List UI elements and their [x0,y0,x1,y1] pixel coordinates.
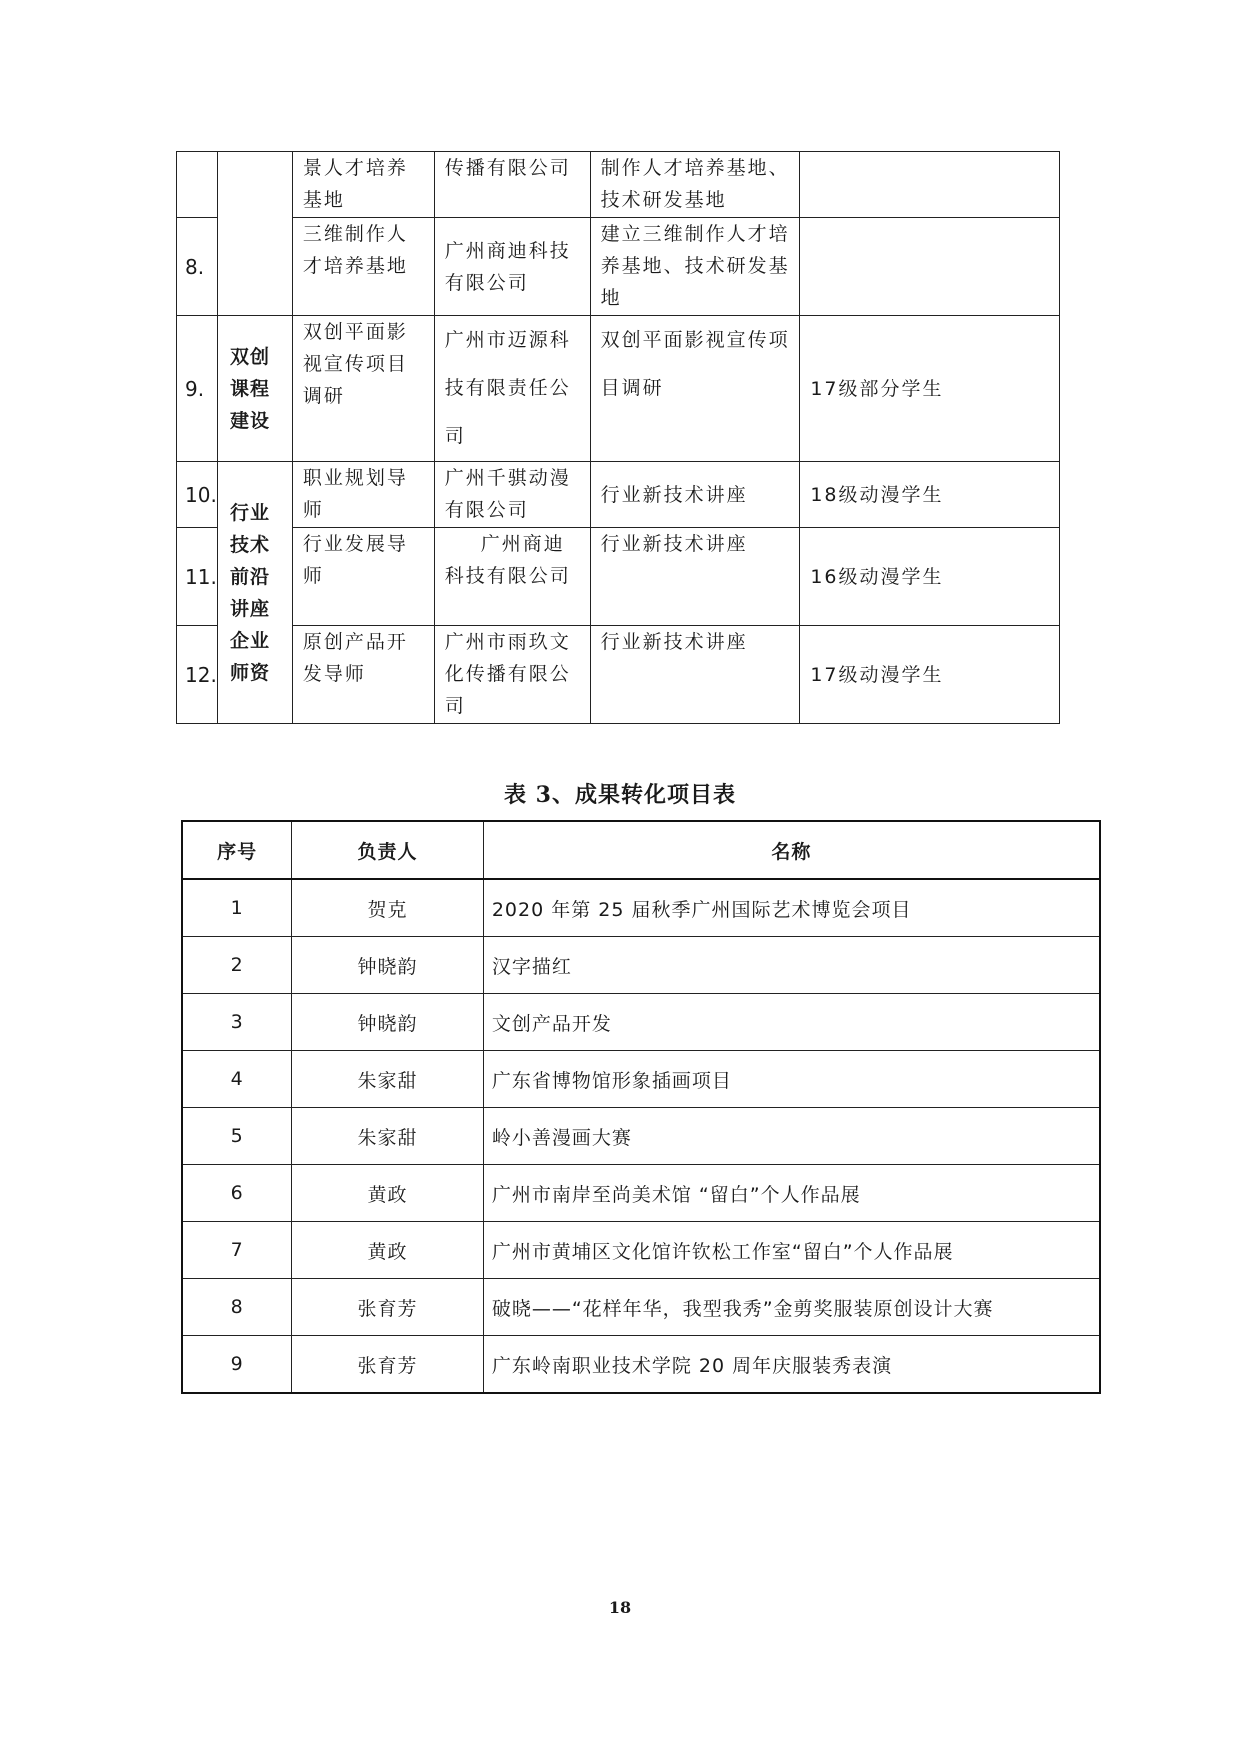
table-row [177,462,1060,528]
table-row [177,626,1060,724]
row-person: 钟晓韵 [292,994,484,1051]
row-no: 5 [182,1108,292,1165]
row-number: 11. [177,528,218,626]
table-row [182,1051,1100,1108]
row-person: 张育芳 [292,1336,484,1394]
base-cell: 双创平面影视宣传项目调研 [292,316,434,462]
students-cell [800,152,1060,218]
table-row [182,1222,1100,1279]
students-cell: 16级动漫学生 [800,528,1060,626]
row-number: 12. [177,626,218,724]
row-person: 黄政 [292,1222,484,1279]
row-name: 破晓——“花样年华，我型我秀”金剪奖服装原创设计大赛 [483,1279,1100,1336]
row-no: 9 [182,1336,292,1394]
content-cell: 行业新技术讲座 [590,626,800,724]
table-row [182,879,1100,937]
row-number: 9. [177,316,218,462]
content-cell: 行业新技术讲座 [590,528,800,626]
content-cell: 双创平面影视宣传项目调研 [590,316,800,462]
students-cell: 17级动漫学生 [800,626,1060,724]
row-no: 6 [182,1165,292,1222]
students-cell: 18级动漫学生 [800,462,1060,528]
company-cell: 传播有限公司 [434,152,590,218]
table-row [182,1336,1100,1394]
content-cell: 制作人才培养基地、技术研发基地 [590,152,800,218]
training-base-table [176,151,1060,724]
row-no: 1 [182,879,292,937]
base-cell: 景人才培养基地 [292,152,434,218]
students-cell [800,218,1060,316]
header-person: 负责人 [292,821,484,879]
row-person: 贺克 [292,879,484,937]
row-name: 文创产品开发 [483,994,1100,1051]
company-cell: 广州商迪科技有限公司 [434,528,590,626]
content-cell: 行业新技术讲座 [590,462,800,528]
table-row [182,937,1100,994]
row-person: 钟晓韵 [292,937,484,994]
page-number: 18 [608,1598,632,1617]
achievement-table [181,820,1101,1394]
row-number [177,152,218,218]
row-name: 2020 年第 25 届秋季广州国际艺术博览会项目 [483,879,1100,937]
header-no: 序号 [182,821,292,879]
base-cell: 三维制作人才培养基地 [292,218,434,316]
row-no: 7 [182,1222,292,1279]
table-row [182,1165,1100,1222]
row-person: 朱家甜 [292,1108,484,1165]
row-number: 8. [177,218,218,316]
row-number: 10. [177,462,218,528]
header-name: 名称 [483,821,1100,879]
row-no: 2 [182,937,292,994]
table-row [177,152,1060,218]
category-cell: 行业技术前沿讲座企业师资 [217,462,292,724]
table-row [177,316,1060,462]
students-cell: 17级部分学生 [800,316,1060,462]
row-no: 8 [182,1279,292,1336]
category-cell [217,152,292,316]
row-person: 朱家甜 [292,1051,484,1108]
row-name: 广东省博物馆形象插画项目 [483,1051,1100,1108]
row-no: 4 [182,1051,292,1108]
table-row [177,528,1060,626]
row-person: 黄政 [292,1165,484,1222]
header-row [182,821,1100,879]
table-row [182,1279,1100,1336]
row-person: 张育芳 [292,1279,484,1336]
content-cell: 建立三维制作人才培养基地、技术研发基地 [590,218,800,316]
company-cell: 广州商迪科技有限公司 [434,218,590,316]
row-no: 3 [182,994,292,1051]
row-name: 岭小善漫画大赛 [483,1108,1100,1165]
company-cell: 广州千骐动漫有限公司 [434,462,590,528]
table-row [182,994,1100,1051]
row-name: 广东岭南职业技术学院 20 周年庆服装秀表演 [483,1336,1100,1394]
row-name: 广州市南岸至尚美术馆 “留白”个人作品展 [483,1165,1100,1222]
row-name: 汉字描红 [483,937,1100,994]
company-cell: 广州市雨玖文化传播有限公司 [434,626,590,724]
table-row [182,1108,1100,1165]
base-cell: 原创产品开发导师 [292,626,434,724]
category-cell: 双创课程建设 [217,316,292,462]
row-name: 广州市黄埔区文化馆许钦松工作室“留白”个人作品展 [483,1222,1100,1279]
base-cell: 行业发展导师 [292,528,434,626]
table-caption: 表 3、成果转化项目表 [504,782,736,808]
table-row [177,218,1060,316]
company-cell: 广州市迈源科技有限责任公司 [434,316,590,462]
base-cell: 职业规划导师 [292,462,434,528]
